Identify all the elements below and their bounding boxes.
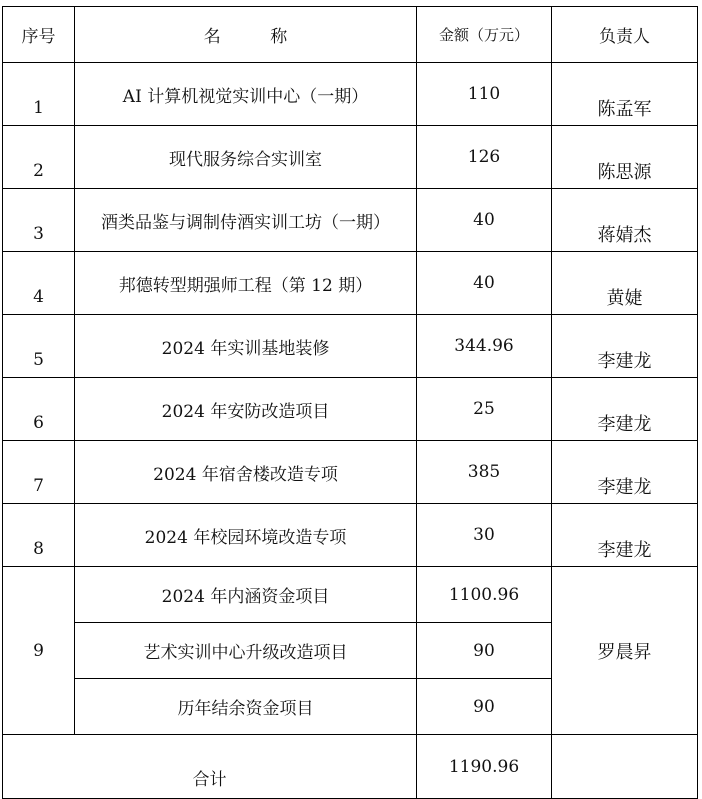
row-owner: 蒋婧杰 [552,189,698,252]
row-amount: 344.96 [417,315,552,378]
table-row [3,315,698,378]
header-row [3,7,698,63]
row-amount: 40 [417,189,552,252]
row-owner: 陈思源 [552,126,698,189]
row-owner: 李建龙 [552,504,698,567]
row-owner: 李建龙 [552,315,698,378]
row-name: AI 计算机视觉实训中心（一期） [75,63,417,126]
row-amount: 110 [417,63,552,126]
row-name: 2024 年实训基地装修 [75,315,417,378]
table-row [3,252,698,315]
total-amount: 1190.96 [417,735,552,799]
row-amount: 90 [417,679,552,735]
row-no: 7 [3,441,75,504]
row-amount: 126 [417,126,552,189]
table-row [3,504,698,567]
row-owner: 陈孟军 [552,63,698,126]
table-row [3,378,698,441]
table-row [3,189,698,252]
group9-owner: 罗晨昇 [552,567,698,735]
row-no: 2 [3,126,75,189]
row-name: 2024 年内涵资金项目 [75,567,417,623]
row-name: 2024 年安防改造项目 [75,378,417,441]
header-no: 序号 [3,7,75,63]
row-name: 2024 年校园环境改造专项 [75,504,417,567]
row-no: 6 [3,378,75,441]
row-amount: 1100.96 [417,567,552,623]
row-no: 4 [3,252,75,315]
row-no: 5 [3,315,75,378]
row-no: 1 [3,63,75,126]
row-name: 现代服务综合实训室 [75,126,417,189]
table-row [3,567,698,623]
table-row [3,441,698,504]
header-name: 名 称 [75,7,417,63]
header-amount: 金额（万元） [417,7,552,63]
row-name: 历年结余资金项目 [75,679,417,735]
row-no: 8 [3,504,75,567]
group9-no: 9 [3,567,75,735]
row-owner: 黄婕 [552,252,698,315]
total-row [3,735,698,799]
row-amount: 385 [417,441,552,504]
table-row [3,126,698,189]
total-label: 合计 [3,735,417,799]
row-amount: 25 [417,378,552,441]
header-owner: 负责人 [552,7,698,63]
row-name: 艺术实训中心升级改造项目 [75,623,417,679]
row-name: 2024 年宿舍楼改造专项 [75,441,417,504]
table-row [3,63,698,126]
row-owner: 李建龙 [552,441,698,504]
row-name: 邦德转型期强师工程（第 12 期） [75,252,417,315]
row-amount: 40 [417,252,552,315]
row-name: 酒类品鉴与调制侍酒实训工坊（一期） [75,189,417,252]
row-no: 3 [3,189,75,252]
total-owner-empty [552,735,698,799]
row-owner: 李建龙 [552,378,698,441]
row-amount: 90 [417,623,552,679]
budget-table [2,6,698,799]
row-amount: 30 [417,504,552,567]
